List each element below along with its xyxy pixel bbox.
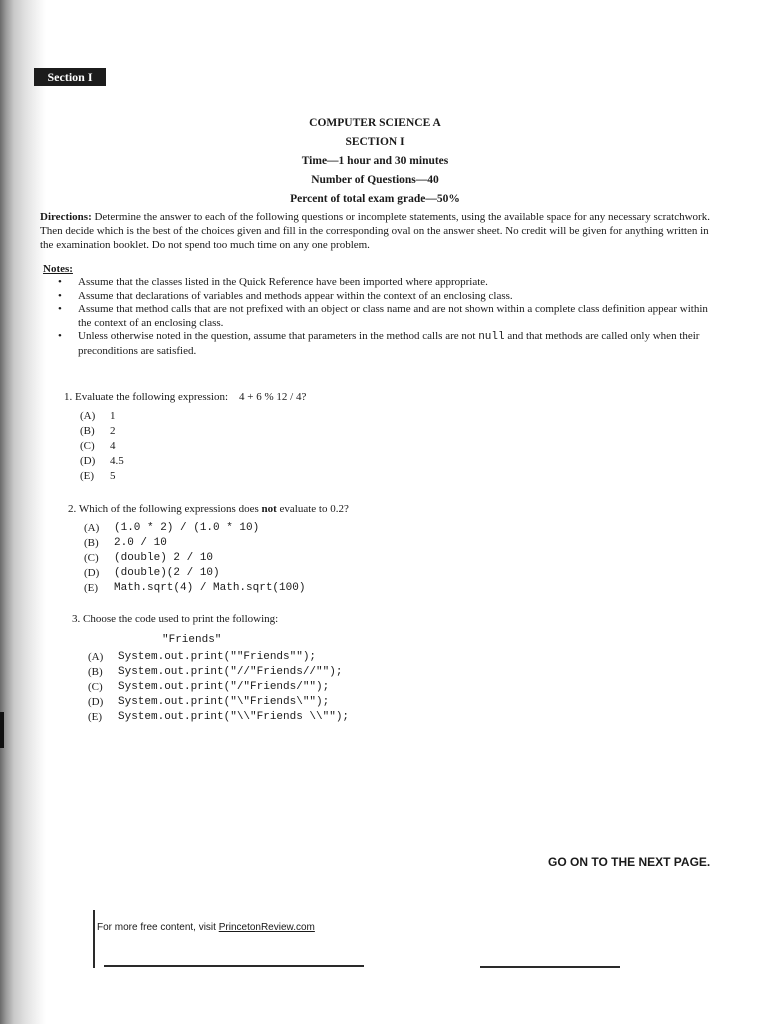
choice-list	[80, 409, 306, 484]
question-number: 3.	[72, 613, 81, 625]
question-stem: Choose the code used to print the following:	[83, 613, 279, 625]
bullet-icon: •	[58, 330, 62, 342]
choice-c: (C) (double) 2 / 10	[84, 552, 214, 564]
choice-c: (C) 4	[80, 440, 116, 452]
bullet-icon: •	[58, 289, 62, 302]
bullet-icon: •	[58, 303, 62, 315]
choice-list	[88, 650, 349, 725]
choice-a: (A) System.out.print(""Friends"");	[88, 651, 317, 663]
choice-d: (D) 4.5	[80, 455, 124, 467]
directions	[40, 210, 720, 252]
exam-weight: Percent of total exam grade—50%	[290, 193, 460, 205]
footer-text: For more free content, visit	[97, 922, 219, 933]
footer-rule-vertical	[93, 910, 95, 968]
choice-e: (E) System.out.print("\\"Friends \\"");	[88, 711, 350, 723]
question-number: 1.	[64, 391, 73, 403]
question-2	[68, 502, 349, 596]
question-number: 2.	[68, 503, 77, 515]
expected-output: "Friends"	[162, 634, 222, 646]
question-3	[72, 612, 349, 725]
choice-e: (E) 5	[80, 470, 116, 482]
choice-c: (C) System.out.print("/"Friends/"");	[88, 681, 330, 693]
question-count: Number of Questions—40	[311, 174, 439, 186]
choice-e: (E) Math.sqrt(4) / Math.sqrt(100)	[84, 582, 306, 594]
footer-rule	[104, 965, 364, 967]
note-item: • Assume that the classes listed in the Quick Reference have been imported where appropriate.	[58, 276, 488, 288]
notes-title: Notes:	[43, 263, 73, 275]
section-heading: SECTION I	[345, 136, 405, 148]
choice-list	[84, 521, 349, 596]
note-item: • Unless otherwise noted in the question, assume that parameters in the method calls are not null and that methods are called only when their preconditions are satisfied.	[58, 330, 700, 357]
page-edge-mark	[0, 712, 4, 748]
directions-text: Determine the answer to each of the following questions or incomplete statements, using the available space for any necessary scratchwork. Then decide which is the best of the choices given and fill in the corresponding oval on the answer sheet. No credit will be given for anything written in the examination booklet. Do not spend too much time on any one problem.	[40, 211, 710, 251]
bullet-icon: •	[58, 276, 62, 288]
notes-list	[56, 276, 716, 358]
footer-rule	[480, 966, 620, 968]
choice-a: (A) (1.0 * 2) / (1.0 * 10)	[84, 522, 260, 534]
choice-b: (B) 2	[80, 425, 116, 437]
binding-shadow	[0, 0, 46, 1024]
choice-d: (D) System.out.print("\"Friends\"");	[88, 696, 330, 708]
choice-d: (D) (double)(2 / 10)	[84, 567, 220, 579]
choice-a: (A) 1	[80, 410, 116, 422]
question-stem: Evaluate the following expression: 4 + 6 % 12 / 4?	[75, 391, 307, 403]
exam-title: COMPUTER SCIENCE A	[309, 117, 441, 129]
note-item: • Assume that declarations of variables and methods appear within the context of an enclosing class.	[58, 289, 513, 302]
footer	[97, 922, 315, 933]
question-stem: Which of the following expressions does not evaluate to 0.2?	[78, 503, 349, 515]
time-limit: Time—1 hour and 30 minutes	[301, 155, 449, 167]
null-keyword: null	[478, 331, 505, 343]
go-on-notice: GO ON TO THE NEXT PAGE.	[548, 855, 711, 869]
note-item: • Assume that method calls that are not prefixed with an object or class name and are not shown within a complete class definition appear within the context of an enclosing class.	[58, 303, 708, 329]
footer-link[interactable]: PrincetonReview.com	[218, 922, 315, 933]
question-1	[64, 390, 306, 484]
choice-b: (B) System.out.print("//"Friends//"");	[88, 666, 343, 678]
directions-label: Directions:	[40, 211, 92, 223]
choice-b: (B) 2.0 / 10	[84, 537, 167, 549]
section-tab: Section I	[34, 68, 106, 86]
